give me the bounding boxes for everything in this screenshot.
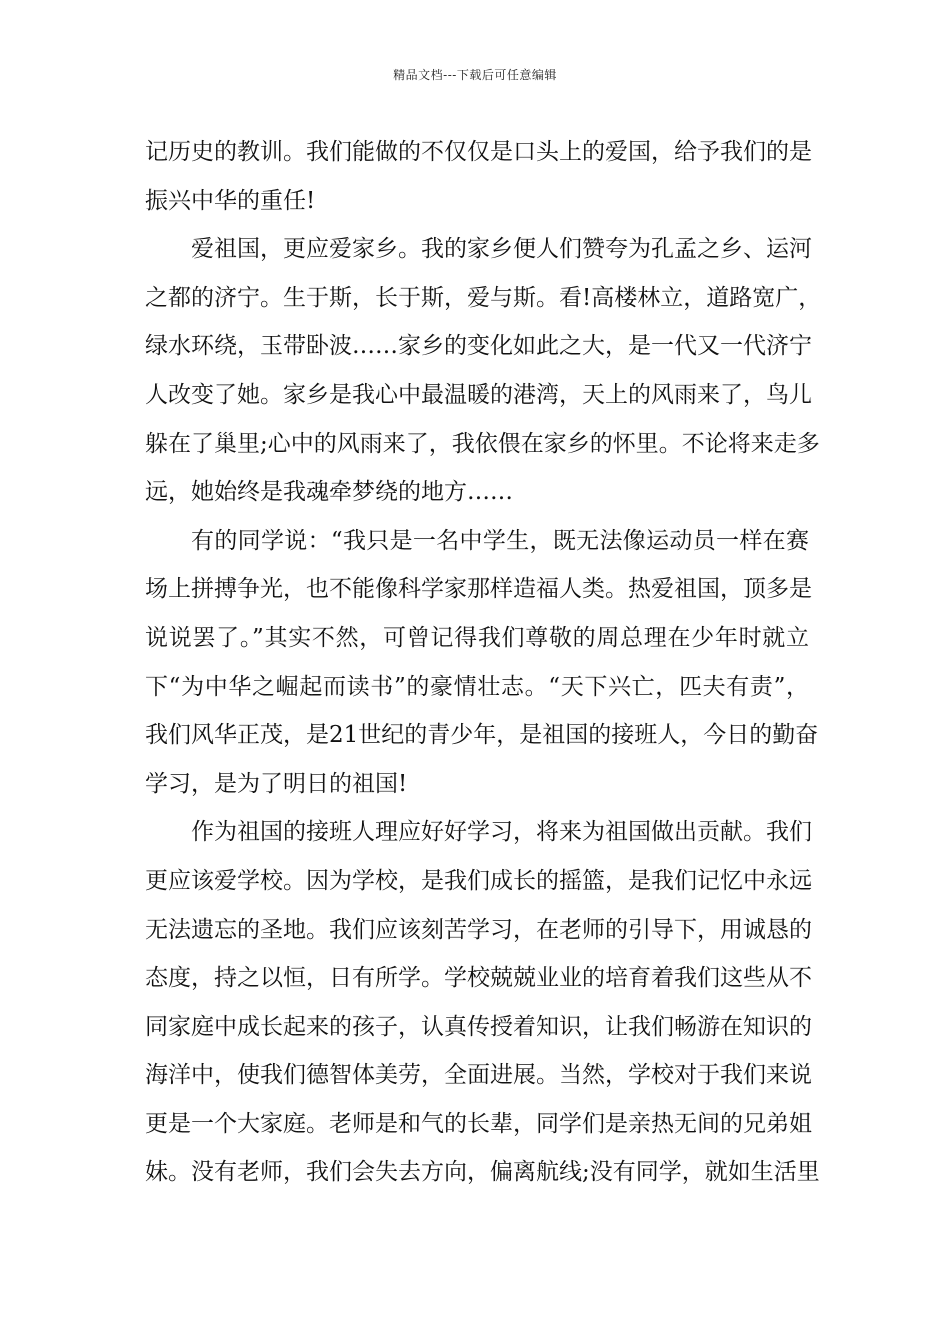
text-line: 绿水环绕，玉带卧波……家乡的变化如此之大，是一代又一代济宁 [145, 333, 812, 360]
text-line: 人改变了她。家乡是我心中最温暖的港湾，天上的风雨来了，鸟儿 [145, 381, 812, 408]
text-line: 更应该爱学校。因为学校，是我们成长的摇篮，是我们记忆中永远 [145, 867, 812, 894]
text-line: 爱祖国，更应爱家乡。我的家乡便人们赞夸为孔孟之乡、运河 [191, 236, 812, 263]
text-line: 下“为中华之崛起而读书”的豪情壮志。“天下兴亡，匹夫有责”， [145, 673, 809, 700]
text-line: 海洋中，使我们德智体美劳，全面进展。当然，学校对于我们来说 [145, 1062, 812, 1089]
text-line: 远，她始终是我魂牵梦绕的地方…… [145, 479, 513, 506]
text-line: 说说罢了。”其实不然，可曾记得我们尊敬的周总理在少年时就立 [145, 624, 809, 651]
text-line: 振兴中华的重任! [145, 187, 316, 214]
text-line: 态度，持之以恒，日有所学。学校兢兢业业的培育着我们这些从不 [145, 965, 812, 992]
text-line: 作为祖国的接班人理应好好学习，将来为祖国做出贡献。我们 [191, 819, 812, 846]
text-line: 妹。没有老师，我们会失去方向，偏离航线;没有同学，就如生活里 [145, 1159, 820, 1186]
document-body [145, 128, 822, 1197]
text-line: 无法遗忘的圣地。我们应该刻苦学习，在老师的引导下，用诚恳的 [145, 916, 812, 943]
text-line: 有的同学说：“我只是一名中学生，既无法像运动员一样在赛 [191, 527, 809, 554]
text-line: 躲在了巢里;心中的风雨来了，我依偎在家乡的怀里。不论将来走多 [145, 430, 820, 457]
page-header: 精品文档---下载后可任意编辑 [393, 68, 557, 82]
text-line: 记历史的教训。我们能做的不仅仅是口头上的爱国，给予我们的是 [145, 139, 812, 165]
text-line: 学习，是为了明日的祖国! [145, 770, 408, 797]
text-line: 同家庭中成长起来的孩子，认真传授着知识，让我们畅游在知识的 [145, 1013, 812, 1040]
text-line: 场上拼搏争光，也不能像科学家那样造福人类。热爱祖国，顶多是 [145, 576, 812, 603]
text-line: 之都的济宁。生于斯，长于斯，爱与斯。看!高楼林立，道路宽广， [145, 284, 822, 311]
text-line: 我们风华正茂，是21世纪的青少年，是祖国的接班人，今日的勤奋 [145, 722, 819, 749]
text-line: 更是一个大家庭。老师是和气的长辈，同学们是亲热无间的兄弟姐 [145, 1110, 812, 1137]
